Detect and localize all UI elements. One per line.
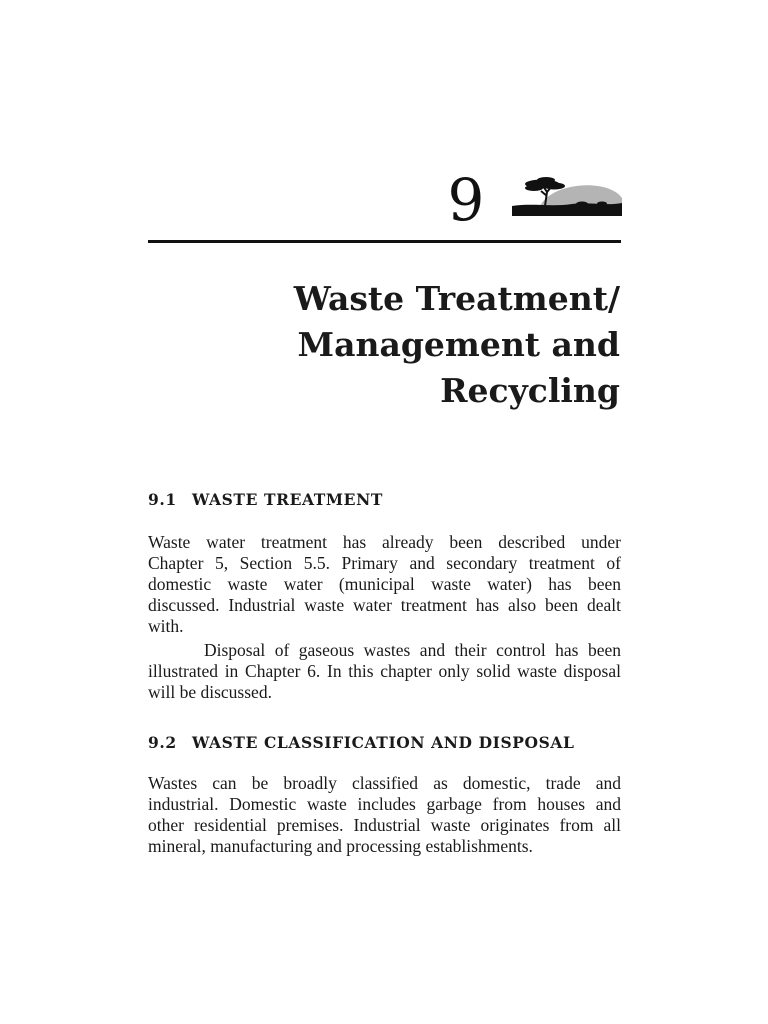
paragraph bbox=[148, 532, 621, 637]
text-line: Disposal of gaseous wastes and their control has been bbox=[204, 640, 621, 660]
text-line: illustrated in Chapter 6. In this chapter only solid waste disposal bbox=[148, 661, 621, 681]
text-line: Waste water treatment has already been described under bbox=[148, 532, 621, 552]
section-title: WASTE CLASSIFICATION AND DISPOSAL bbox=[192, 733, 575, 752]
text-line: discussed. Industrial waste water treatment has also been dealt bbox=[148, 595, 621, 615]
chapter-title-line: Waste Treatment/ bbox=[293, 279, 620, 318]
chapter-number: 9 bbox=[447, 166, 485, 234]
section-number: 9.1 bbox=[148, 490, 177, 509]
paragraph bbox=[148, 773, 621, 857]
chapter-title bbox=[260, 276, 620, 414]
section-heading bbox=[148, 733, 621, 753]
chapter-title-line: Management and bbox=[297, 325, 620, 364]
paragraph bbox=[148, 640, 621, 703]
text-line: Wastes can be broadly classified as domestic, trade and bbox=[148, 773, 621, 793]
section-title: WASTE TREATMENT bbox=[192, 490, 383, 509]
text-line: with. bbox=[148, 616, 184, 636]
text-line: will be discussed. bbox=[148, 682, 272, 702]
section-heading bbox=[148, 490, 621, 510]
text-line: industrial. Domestic waste includes garbage from houses and bbox=[148, 794, 621, 814]
text-line: mineral, manufacturing and processing establishments. bbox=[148, 836, 533, 856]
ground-band bbox=[512, 203, 622, 216]
acacia-tree-landscape-icon bbox=[512, 176, 622, 218]
chapter-title-line: Recycling bbox=[440, 371, 620, 410]
text-line: domestic waste water (municipal waste water) has been bbox=[148, 574, 621, 594]
chapter-rule bbox=[148, 240, 621, 243]
section-number: 9.2 bbox=[148, 733, 177, 752]
text-line: other residential premises. Industrial waste originates from all bbox=[148, 815, 621, 835]
text-line: Chapter 5, Section 5.5. Primary and secondary treatment of bbox=[148, 553, 621, 573]
